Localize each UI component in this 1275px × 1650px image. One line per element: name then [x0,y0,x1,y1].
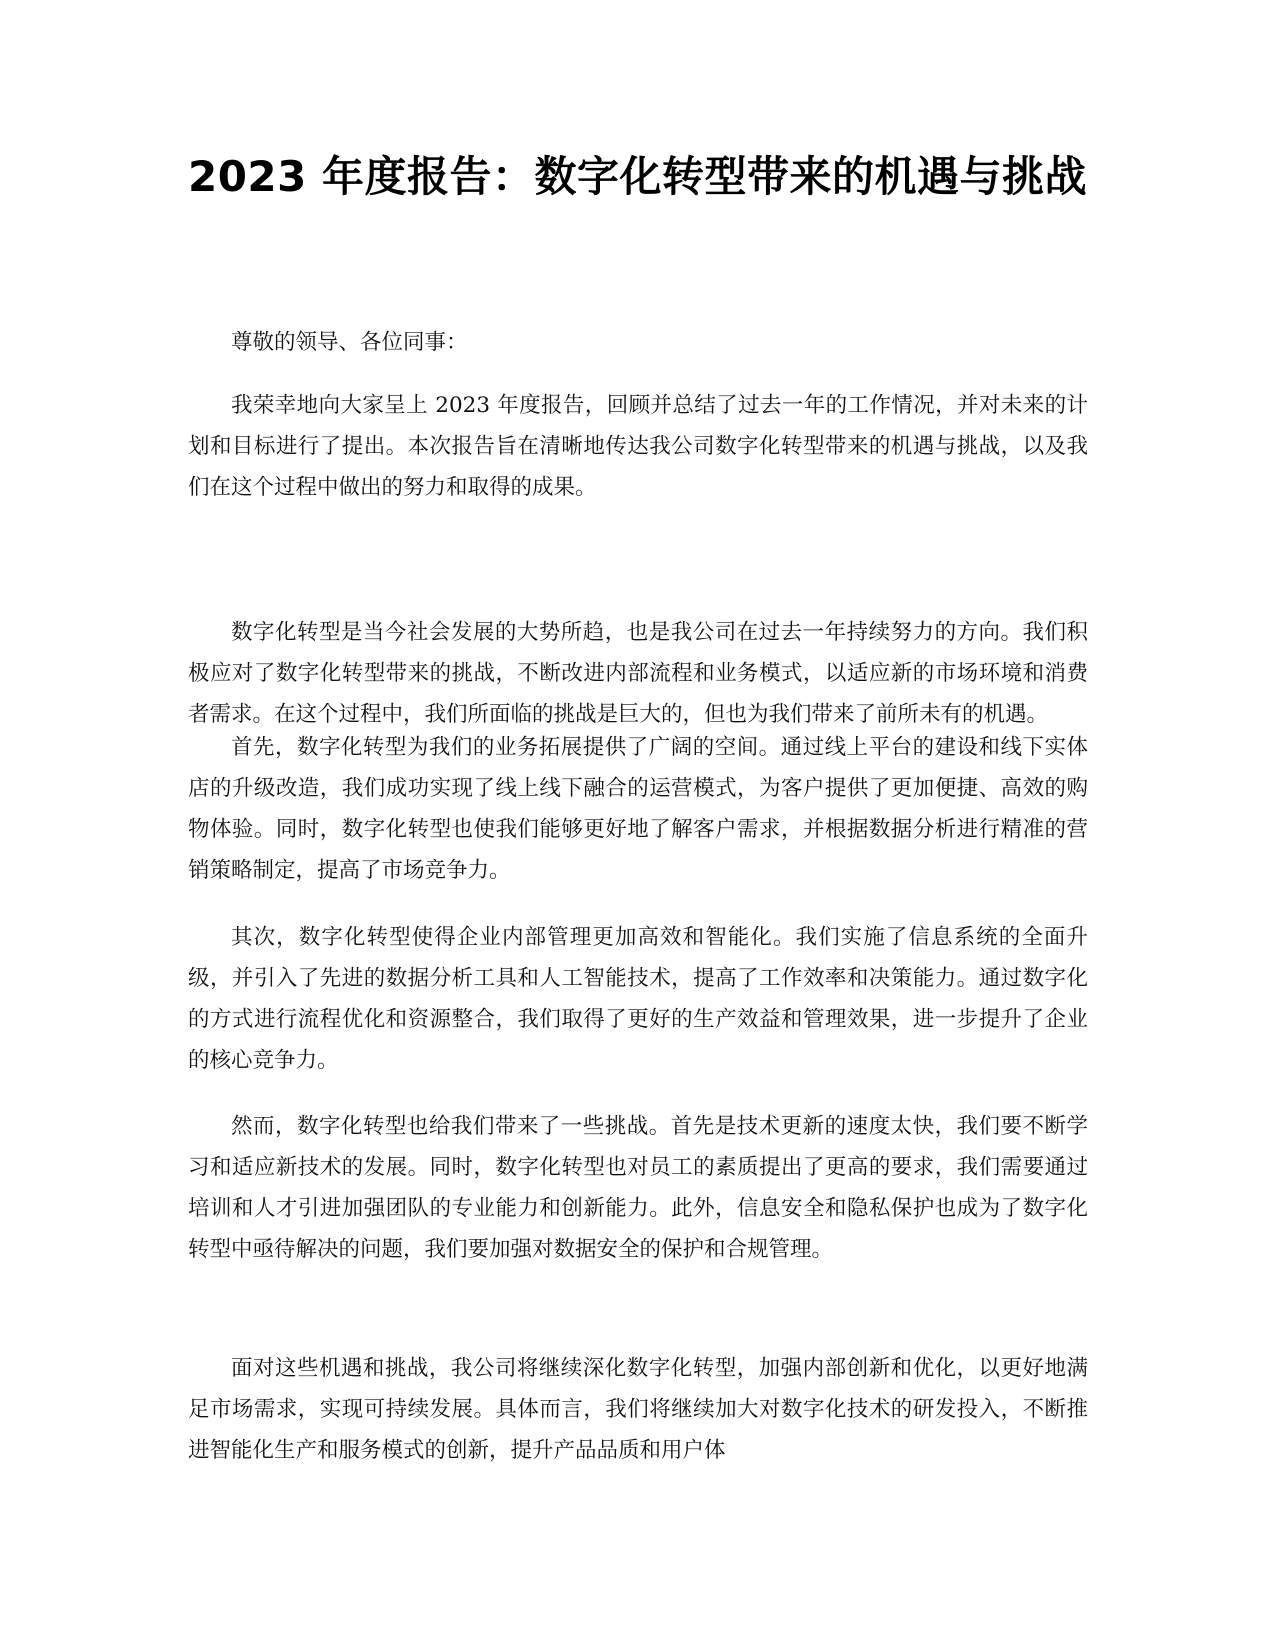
paragraph-management: 其次，数字化转型使得企业内部管理更加高效和智能化。我们实施了信息系统的全面升级，并引入了先进的数据分析工具和人工智能技术，提高了工作效率和决策能力。通过数字化的方式进行流程优化和资源整合，我们取得了更好的生产效益和管理效果，进一步提升了企业的核心竞争力。 [188,925,1088,1073]
paragraph-intro: 我荣幸地向大家呈上 2023 年度报告，回顾并总结了过去一年的工作情况，并对未来的计划和目标进行了提出。本次报告旨在清晰地传达我公司数字化转型带来的机遇与挑战，以及我们在这个过程中做出的努力和取得的成果。 [188,393,1088,500]
paragraph-opportunities: 首先，数字化转型为我们的业务拓展提供了广阔的空间。通过线上平台的建设和线下实体店的升级改造，我们成功实现了线上线下融合的运营模式，为客户提供了更加便捷、高效的购物体验。同时，数字化转型也使我们能够更好地了解客户需求，并根据数据分析进行精准的营销策略制定，提高了市场竞争力。 [188,735,1088,883]
document-title: 2023 年度报告：数字化转型带来的机遇与挑战 [187,152,1088,201]
paragraph-outlook: 面对这些机遇和挑战，我公司将继续深化数字化转型，加强内部创新和优化，以更好地满足市场需求，实现可持续发展。具体而言，我们将继续加大对数字化技术的研发投入，不断推进智能化生产和服务模式的创新，提升产品品质和用户体 [188,1356,1088,1463]
paragraph-trend: 数字化转型是当今社会发展的大势所趋，也是我公司在过去一年持续努力的方向。我们积极应对了数字化转型带来的挑战，不断改进内部流程和业务模式，以适应新的市场环境和消费者需求。在这个过程中，我们所面临的挑战是巨大的，但也为我们带来了前所未有的机遇。 [188,620,1088,727]
paragraph-challenges: 然而，数字化转型也给我们带来了一些挑战。首先是技术更新的速度太快，我们要不断学习和适应新技术的发展。同时，数字化转型也对员工的素质提出了更高的要求，我们需要通过培训和人才引进加强团队的专业能力和创新能力。此外，信息安全和隐私保护也成为了数字化转型中亟待解决的问题，我们要加强对数据安全的保护和合规管理。 [188,1114,1088,1262]
salutation: 尊敬的领导、各位同事： [231,330,468,355]
